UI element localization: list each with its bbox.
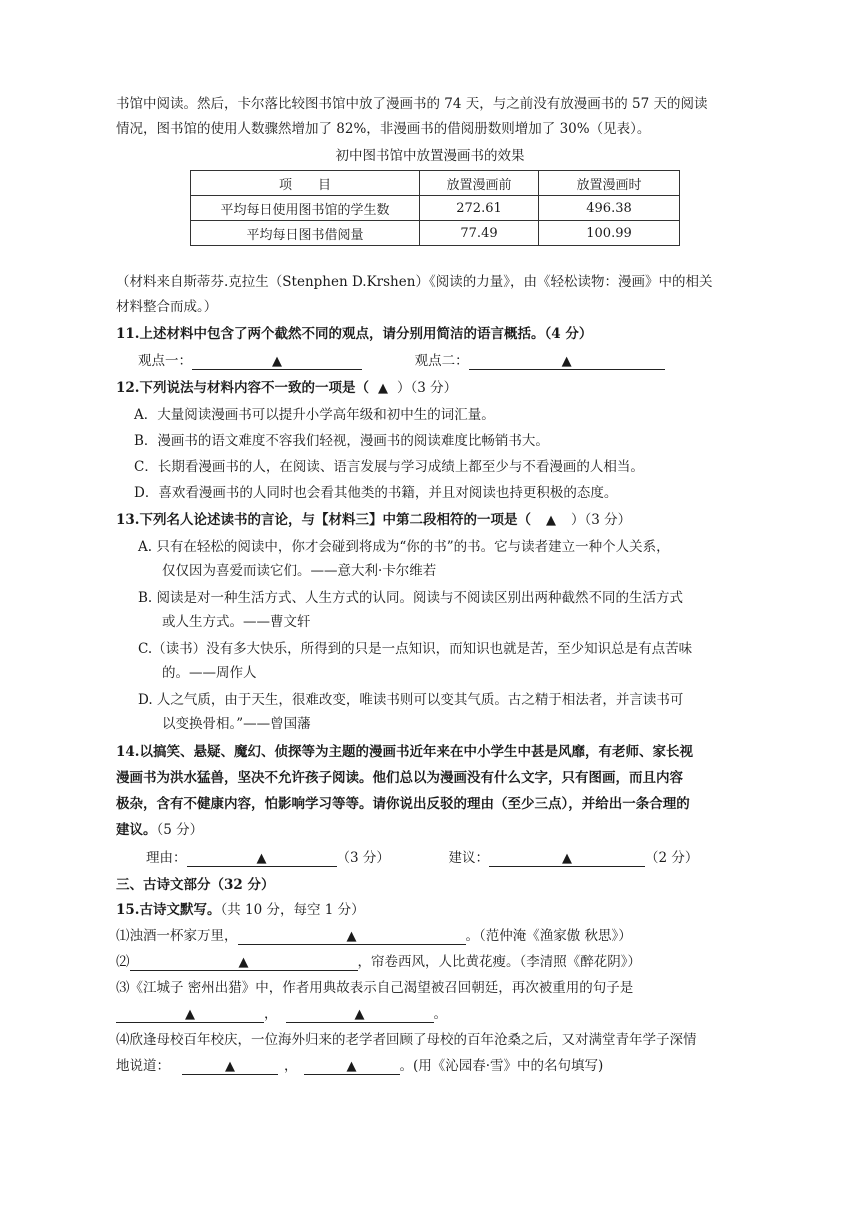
q13-title: 13.下列名人论述读书的言论，与【材料三】中第二段相符的一项是（ ▲ ）（3 分）	[116, 512, 632, 528]
table-cell: 平均每日使用图书馆的学生数	[191, 196, 420, 221]
table-row	[191, 221, 680, 246]
table-cell: 272.61	[420, 196, 539, 221]
q12-title: 12.下列说法与材料内容不一致的一项是（ ▲ ）（3 分）	[116, 380, 458, 396]
section-3-heading: 三、古诗文部分（32 分）	[116, 877, 275, 893]
q14-reason-blank[interactable]	[187, 850, 337, 867]
q11-blank-2[interactable]	[469, 353, 665, 370]
source-line-1: （材料来自斯蒂芬.克拉生（Stenphen D.Krshen）《阅读的力量》，由《轻松读物：漫画》中的相关	[116, 274, 713, 290]
triangle-icon: ▲	[346, 1059, 357, 1074]
q15-item-4: ⑷欣逢母校百年校庆，一位海外归来的老学者回顾了母校的百年沧桑之后，又对满堂青年学子深情	[116, 1032, 697, 1048]
q11-answers	[138, 349, 860, 370]
q15-item-3: ⑶《江城子 密州出猎》中，作者用典故表示自己渴望被召回朝廷，再次被重用的句子是	[116, 980, 634, 996]
q15-item-4-blanks: 地说道： ▲ ， ▲ 。(用《沁园春·雪》中的名句填写)	[116, 1058, 604, 1074]
q15-blank-1[interactable]	[238, 928, 466, 945]
q13-option-cont: 仅仅因为喜爱而读它们。——意大利·卡尔维若	[162, 563, 437, 579]
triangle-icon: ▲	[256, 851, 267, 866]
q14-reason-label: 理由：	[146, 850, 187, 866]
q14-advice-label: 建议：	[448, 850, 489, 866]
stats-table	[190, 170, 680, 246]
q13-option: B. 阅读是对一种生活方式、人生方式的认同。阅读与不阅读区别出两种截然不同的生活方式	[138, 590, 684, 606]
q14-line: 漫画书为洪水猛兽，坚决不允许孩子阅读。他们总以为漫画没有什么文字，只有图画，而且内容	[116, 770, 683, 786]
q14-advice-blank[interactable]	[489, 850, 645, 867]
table-cell: 496.38	[539, 196, 680, 221]
q12-option: C．长期看漫画书的人，在阅读、语言发展与学习成绩上都至少与不看漫画的人相当。	[134, 459, 644, 475]
q11-label-2: 观点二：	[414, 353, 469, 369]
table-header-row	[191, 171, 680, 196]
triangle-icon: ▲	[354, 1007, 365, 1022]
q14-line: 14.以搞笑、悬疑、魔幻、侦探等为主题的漫画书近年来在中小学生中甚是风靡，有老师、家长视	[116, 744, 693, 760]
triangle-icon: ▲	[378, 381, 388, 396]
table-caption: 初中图书馆中放置漫画书的效果	[335, 148, 525, 164]
q12-option: A．大量阅读漫画书可以提升小学高年级和初中生的词汇量。	[134, 407, 495, 423]
triangle-icon: ▲	[272, 354, 282, 369]
table-header: 项 目	[191, 171, 420, 196]
table-header: 放置漫画前	[420, 171, 539, 196]
q12-option: B．漫画书的语文难度不容我们轻视，漫画书的阅读难度比畅销书大。	[134, 433, 549, 449]
triangle-icon: ▲	[346, 929, 357, 944]
q15-title: 15.古诗文默写。（共 10 分，每空 1 分）	[116, 902, 365, 918]
q14-answers: 理由： ▲ （3 分） 建议： ▲ （2 分）	[146, 850, 699, 866]
triangle-icon: ▲	[546, 513, 556, 528]
table-header: 放置漫画时	[539, 171, 680, 196]
q11-blank-1[interactable]	[192, 353, 362, 370]
q15-blank-4a[interactable]	[182, 1058, 278, 1075]
q13-answer-slot[interactable]	[531, 512, 571, 528]
triangle-icon: ▲	[225, 1059, 235, 1074]
intro-line-2: 情况，图书馆的使用人数骤然增加了 82%，非漫画书的借阅册数则增加了 30%（见表）。	[116, 121, 651, 137]
q13-option-cont: 或人生方式。——曹文轩	[162, 614, 311, 630]
q15-item-3-blanks: ▲ ， ▲ 。	[116, 1002, 860, 1023]
q11-title: 11.上述材料中包含了两个截然不同的观点，请分别用简洁的语言概括。（4 分）	[116, 326, 593, 342]
q14-line-last: 建议。（5 分）	[116, 822, 204, 838]
q12-answer-slot[interactable]	[369, 380, 397, 396]
table-cell: 平均每日图书借阅量	[191, 221, 420, 246]
q13-option: A. 只有在轻松的阅读中，你才会碰到将成为“你的书”的书。它与读者建立一种个人关系，	[138, 539, 670, 555]
table-row	[191, 196, 680, 221]
triangle-icon: ▲	[185, 1007, 195, 1022]
table-cell: 100.99	[539, 221, 680, 246]
intro-line-1: 书馆中阅读。然后，卡尔落比较图书馆中放了漫画书的 74 天，与之前没有放漫画书的 57 天的阅读	[116, 96, 708, 112]
q14-line: 极杂，含有不健康内容，怕影响学习等等。请你说出反驳的理由（至少三点），并给出一条合理的	[116, 796, 690, 812]
q11-label-1: 观点一：	[138, 353, 192, 369]
q15-blank-3a[interactable]	[116, 1006, 264, 1023]
q15-item-2: ⑵ ▲ ，帘卷西风，人比黄花瘦。（李清照《醉花阴》）	[116, 954, 641, 970]
q15-blank-3b[interactable]	[286, 1006, 434, 1023]
q15-item-1: ⑴浊酒一杯家万里， ▲ 。（范仲淹《渔家傲 秋思》）	[116, 928, 632, 944]
q13-option: C.（读书）没有多大快乐，所得到的只是一点知识，而知识也就是苦，至少知识总是有点苦味	[138, 641, 693, 657]
q13-option: D. 人之气质，由于天生，很难改变，唯读书则可以变其气质。古之精于相法者，并言读书可	[138, 692, 684, 708]
q13-option-cont: 以变换骨相。”——曾国藩	[162, 716, 311, 732]
q13-option-cont: 的。——周作人	[162, 665, 257, 681]
triangle-icon: ▲	[561, 354, 572, 369]
table-cell: 77.49	[420, 221, 539, 246]
triangle-icon: ▲	[238, 955, 249, 970]
triangle-icon: ▲	[561, 851, 572, 866]
source-line-2: 材料整合而成。）	[116, 299, 218, 315]
q15-blank-4b[interactable]	[304, 1058, 400, 1075]
q15-blank-2[interactable]	[130, 954, 358, 971]
q12-option: D．喜欢看漫画书的人同时也会看其他类的书籍，并且对阅读也持更积极的态度。	[134, 485, 618, 501]
